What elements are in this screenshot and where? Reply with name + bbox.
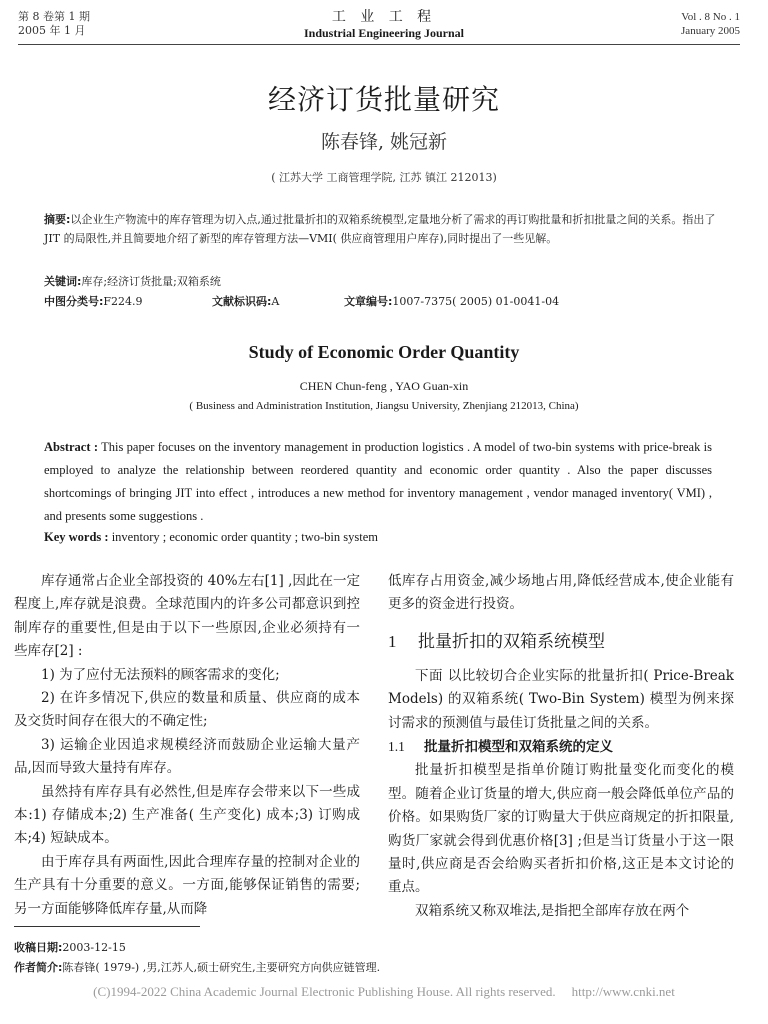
abstract-en [44, 436, 712, 528]
abstract-en-text: This paper focuses on the inventory management in production logistics . A model of two-bin systems with price-break is employed to analyze the relationship between reordered quantity and economic order quantity . Also the paper discusses shortcomings of bringing JIT into effect , introduces a new method for inventory management , vendor managed inventory( VMI) , and presents some suggestions . [44, 440, 712, 523]
subsection-heading [388, 735, 734, 759]
keywords-cn-text: 库存;经济订货批量;双箱系统 [81, 275, 221, 288]
section-number: 1 [388, 631, 397, 651]
subsection-title: 批量折扣模型和双箱系统的定义 [424, 739, 613, 756]
author-bio-label: 作者简介: [14, 961, 63, 974]
subsection-number: 1.1 [388, 739, 405, 755]
volume-issue-cn: 第 8 卷第 1 期 [18, 10, 90, 23]
affiliation-en: ( Business and Administration Institution, Jiangsu University, Zhenjiang 212013, China) [189, 400, 579, 412]
doc-code-label: 文献标识码: [212, 295, 272, 308]
author-bio-value: 陈春锋( 1979-) ,男,江苏人,硕士研究生,主要研究方向供应链管理. [62, 961, 381, 974]
keywords-cn [44, 274, 720, 290]
paper-title-en: Study of Economic Order Quantity [248, 342, 520, 362]
body-paragraph: 虽然持有库存具有必然性,但是库存会带来以下一些成本:1) 存储成本;2) 生产准备( 生产变化) 成本;3) 订购成本;4) 短缺成本。 [14, 783, 360, 847]
abstract-en-label: Abstract : [44, 440, 99, 454]
body-paragraph: 双箱系统又称双堆法,是指把全部库存放在两个 [415, 902, 690, 919]
body-list-item: 1) 为了应付无法预料的顾客需求的变化; [41, 666, 280, 683]
body-paragraph: 批量折扣模型是指单价随订购批量变化而变化的模型。随着企业订货量的增大,供应商一般会降低单位产品的价格。如果购货厂家的订购量大于供应商规定的折扣限量,购货厂家就会得到优惠价格[3] ;但是当订货量小于这一限量时,供应商是否会给购买者折扣价格,这正是本文讨论的重点。 [388, 762, 734, 896]
clc-number [44, 294, 143, 310]
paper-title-cn: 经济订货批量研究 [267, 83, 500, 116]
copyright-footer [0, 984, 768, 1000]
doc-code-value: A [271, 295, 280, 308]
journal-name [0, 8, 768, 40]
body-paragraph: 低库存占用资金,减少场地占用,降低经营成本,使企业能有更多的资金进行投资。 [388, 573, 734, 613]
date-en: January 2005 [681, 25, 740, 37]
body-paragraph: 库存通常占企业全部投资的 40%左右[1] ,因此在一定程度上,库存就是浪费。全球范围内的许多公司都意识到控制库存的重要性,但是由于以下一些原因,企业必须持有一些库存[2] : [14, 573, 360, 660]
body-paragraph: 下面 以比较切合企业实际的批量折扣( Price-Break Models) 的双箱系统( Two-Bin System) 模型为例来探讨需求的预测值与最佳订货批量之间的关系。 [388, 667, 734, 731]
body-paragraph: 由于库存具有两面性,因此合理库存量的控制对企业的生产具有十分重要的意义。一方面,能够保证销售的需要;另一方面能够降低库存量,从而降 [14, 853, 360, 917]
cnki-link[interactable]: http://www.cnki.net [571, 984, 675, 999]
keywords-en-label: Key words : [44, 530, 109, 544]
abstract-cn-label: 摘要: [44, 213, 71, 226]
keywords-en-text: inventory ; economic order quantity ; two-bin system [111, 530, 378, 544]
affiliation-cn: ( 江苏大学 工商管理学院, 江苏 镇江 212013) [271, 171, 497, 184]
authors-cn: 陈春锋, 姚冠新 [320, 131, 448, 153]
copyright-text: (C)1994-2022 China Academic Journal Electronic Publishing House. All rights reserved. [93, 984, 556, 999]
keywords-cn-label: 关键词: [44, 275, 82, 288]
received-date [14, 938, 714, 958]
body-column-left [14, 570, 360, 921]
received-value: 2003-12-15 [62, 941, 126, 954]
author-bio [14, 958, 714, 978]
journal-name-en: Industrial Engineering Journal [303, 26, 465, 40]
journal-name-cn: 工 业 工 程 [331, 9, 437, 25]
date-cn: 2005 年 1 月 [18, 24, 86, 37]
authors-en: CHEN Chun-feng , YAO Guan-xin [299, 379, 469, 393]
volume-issue-en: Vol . 8 No . 1 [681, 11, 740, 23]
keywords-en [44, 528, 712, 546]
received-label: 收稿日期: [14, 941, 63, 954]
issue-info-en [681, 10, 740, 38]
section-title: 批量折扣的双箱系统模型 [418, 631, 605, 652]
body-list-item: 3) 运输企业因追求规模经济而鼓励企业运输大量产品,因而导致大量持有库存。 [14, 736, 360, 777]
header-divider [18, 44, 740, 45]
article-number [344, 294, 559, 310]
abstract-cn [44, 210, 720, 248]
body-column-right [388, 570, 734, 923]
footnote-divider [14, 926, 200, 927]
article-number-value: 1007-7375( 2005) 01-0041-04 [392, 295, 560, 308]
clc-label: 中图分类号: [44, 295, 104, 308]
document-code [212, 294, 279, 310]
body-list-item: 2) 在许多情况下,供应的数量和质量、供应商的成本及交货时间存在很大的不确定性; [14, 690, 360, 730]
article-number-label: 文章编号: [344, 295, 393, 308]
clc-value: F224.9 [103, 295, 143, 308]
section-heading [388, 629, 734, 655]
abstract-cn-text: 以企业生产物流中的库存管理为切入点,通过批量折扣的双箱系统模型,定量地分析了需求的再订购批量和折扣批量之间的关系。指出了JIT 的局限性,并且简要地介绍了新型的库存管理方法—VMI( 供应商管理用户库存),同时提出了一些见解。 [44, 213, 716, 245]
footnote [14, 938, 714, 978]
